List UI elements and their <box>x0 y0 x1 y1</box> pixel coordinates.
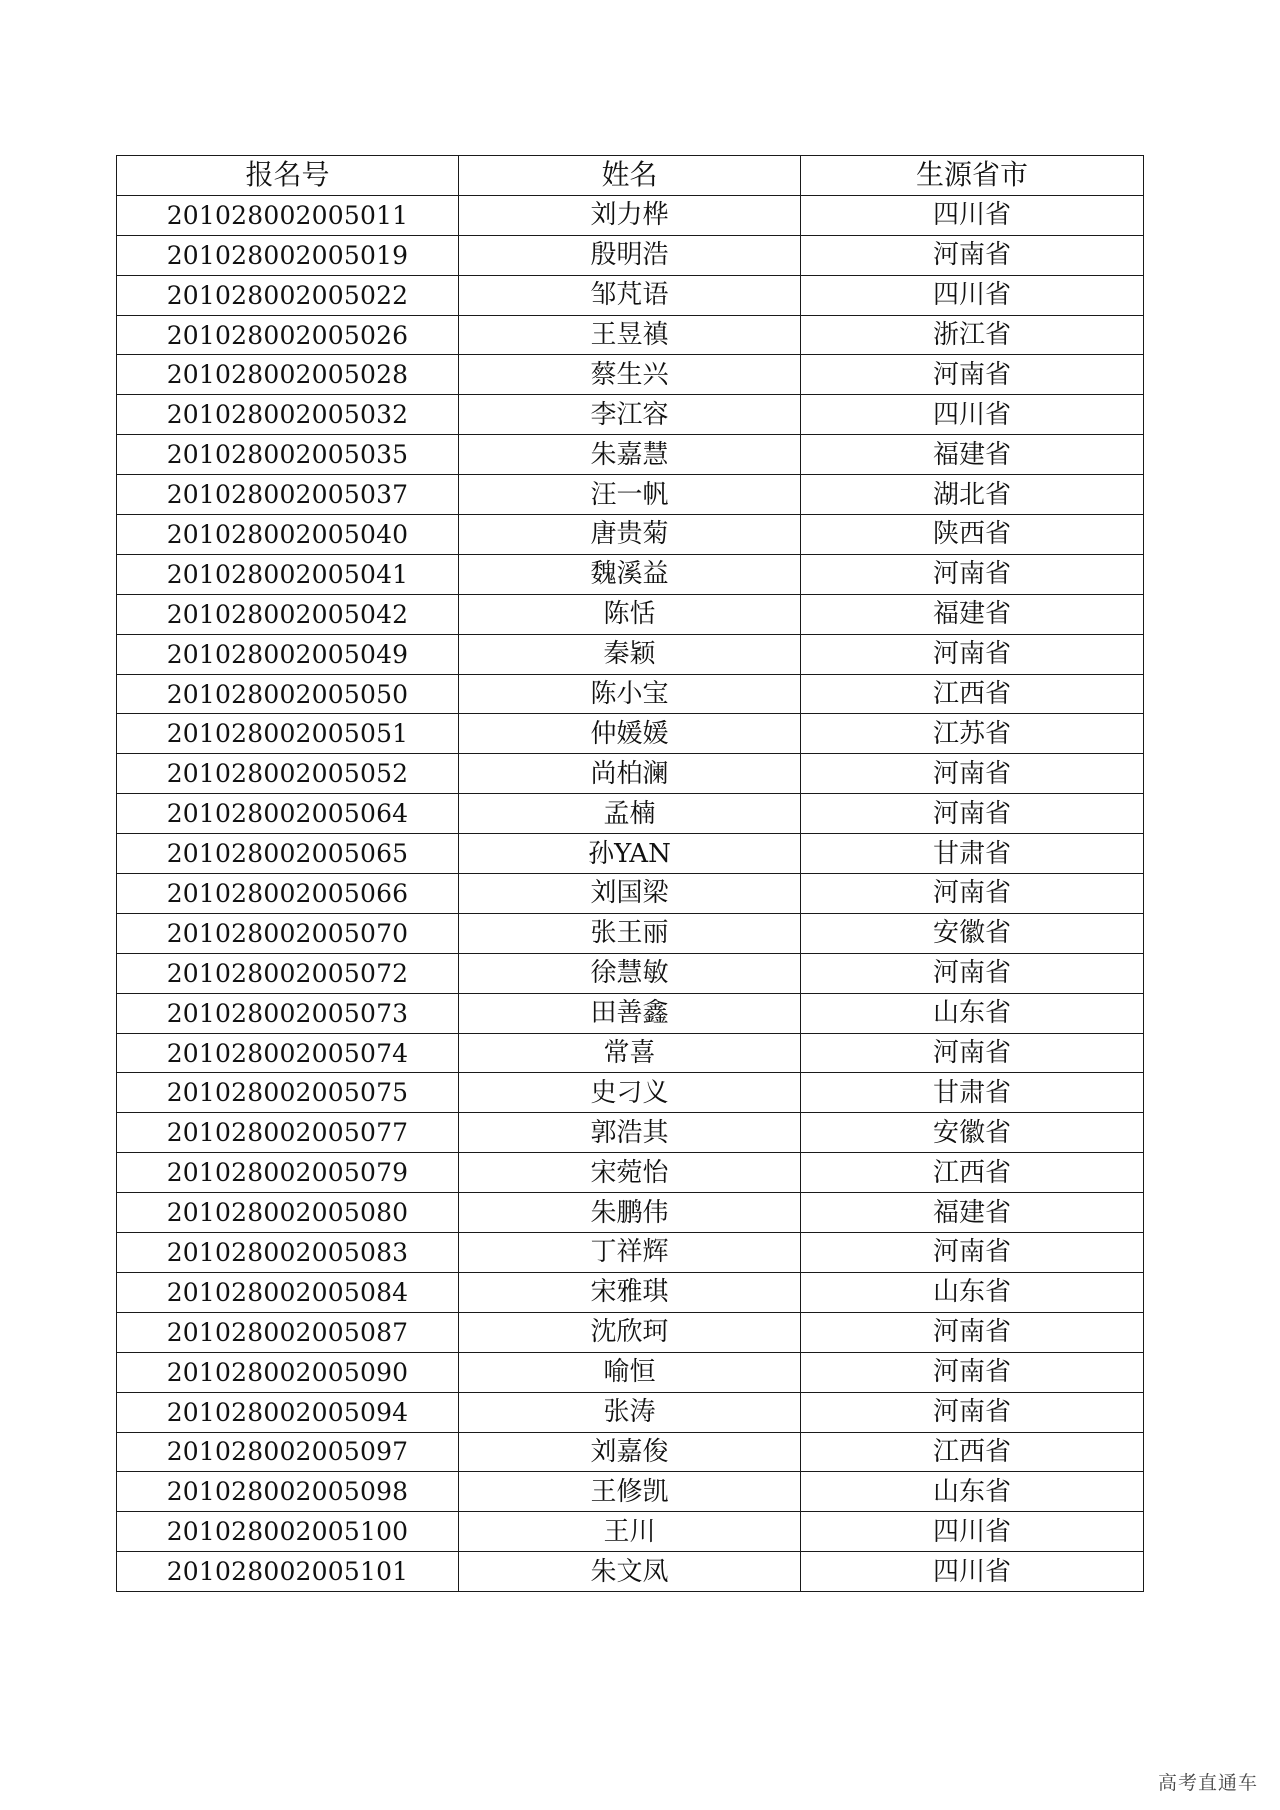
table-row <box>117 1512 1144 1552</box>
registration-number-cell: 201028002005040 <box>117 515 459 555</box>
registration-number-cell: 201028002005077 <box>117 1113 459 1153</box>
table-row <box>117 275 1144 315</box>
name-cell: 朱嘉慧 <box>459 435 801 475</box>
name-cell: 孟楠 <box>459 794 801 834</box>
table-row <box>117 235 1144 275</box>
table-row <box>117 1033 1144 1073</box>
province-cell: 河南省 <box>801 874 1144 914</box>
name-cell: 李江容 <box>459 395 801 435</box>
table-row <box>117 714 1144 754</box>
table-row <box>117 315 1144 355</box>
name-cell: 常喜 <box>459 1033 801 1073</box>
province-cell: 江西省 <box>801 1153 1144 1193</box>
name-cell: 王川 <box>459 1512 801 1552</box>
province-cell: 河南省 <box>801 953 1144 993</box>
registration-number-cell: 201028002005101 <box>117 1552 459 1592</box>
table-row <box>117 515 1144 555</box>
table-row <box>117 435 1144 475</box>
name-cell: 朱文凤 <box>459 1552 801 1592</box>
registration-number-cell: 201028002005051 <box>117 714 459 754</box>
registration-number-cell: 201028002005028 <box>117 355 459 395</box>
province-cell: 河南省 <box>801 634 1144 674</box>
name-cell: 宋雅琪 <box>459 1272 801 1312</box>
name-cell: 蔡生兴 <box>459 355 801 395</box>
registration-number-cell: 201028002005022 <box>117 275 459 315</box>
name-cell: 史刁义 <box>459 1073 801 1113</box>
name-cell: 孙YAN <box>459 834 801 874</box>
name-cell: 张王丽 <box>459 913 801 953</box>
table-row <box>117 794 1144 834</box>
name-cell: 陈恬 <box>459 594 801 634</box>
registration-number-cell: 201028002005070 <box>117 913 459 953</box>
table-row <box>117 993 1144 1033</box>
registration-number-cell: 201028002005065 <box>117 834 459 874</box>
table-row <box>117 913 1144 953</box>
table-row <box>117 953 1144 993</box>
table-row <box>117 1153 1144 1193</box>
header-province: 生源省市 <box>801 156 1144 196</box>
name-cell: 张涛 <box>459 1392 801 1432</box>
registration-number-cell: 201028002005083 <box>117 1233 459 1273</box>
table-row <box>117 1552 1144 1592</box>
registration-number-cell: 201028002005075 <box>117 1073 459 1113</box>
name-cell: 仲媛媛 <box>459 714 801 754</box>
table-row <box>117 674 1144 714</box>
table-row <box>117 834 1144 874</box>
registration-number-cell: 201028002005035 <box>117 435 459 475</box>
registration-number-cell: 201028002005019 <box>117 235 459 275</box>
province-cell: 四川省 <box>801 1512 1144 1552</box>
registration-number-cell: 201028002005052 <box>117 754 459 794</box>
registration-number-cell: 201028002005066 <box>117 874 459 914</box>
name-cell: 邹芃语 <box>459 275 801 315</box>
province-cell: 河南省 <box>801 554 1144 594</box>
province-cell: 江西省 <box>801 1432 1144 1472</box>
table-body <box>117 195 1144 1591</box>
name-cell: 唐贵菊 <box>459 515 801 555</box>
name-cell: 郭浩其 <box>459 1113 801 1153</box>
registration-number-cell: 201028002005072 <box>117 953 459 993</box>
registration-number-cell: 201028002005098 <box>117 1472 459 1512</box>
name-cell: 喻恒 <box>459 1352 801 1392</box>
registration-number-cell: 201028002005090 <box>117 1352 459 1392</box>
table-row <box>117 1312 1144 1352</box>
province-cell: 河南省 <box>801 754 1144 794</box>
province-cell: 山东省 <box>801 1272 1144 1312</box>
name-cell: 徐慧敏 <box>459 953 801 993</box>
province-cell: 江西省 <box>801 674 1144 714</box>
name-cell: 王昱禛 <box>459 315 801 355</box>
name-cell: 陈小宝 <box>459 674 801 714</box>
province-cell: 河南省 <box>801 1312 1144 1352</box>
watermark-text: 高考直通车 <box>1157 1772 1258 1794</box>
name-cell: 宋菀怡 <box>459 1153 801 1193</box>
name-cell: 汪一帆 <box>459 475 801 515</box>
registration-number-cell: 201028002005041 <box>117 554 459 594</box>
table-row <box>117 554 1144 594</box>
table-row <box>117 634 1144 674</box>
province-cell: 河南省 <box>801 235 1144 275</box>
table-row <box>117 475 1144 515</box>
table-row <box>117 1193 1144 1233</box>
name-cell: 王修凯 <box>459 1472 801 1512</box>
table-row <box>117 1472 1144 1512</box>
registration-number-cell: 201028002005042 <box>117 594 459 634</box>
province-cell: 浙江省 <box>801 315 1144 355</box>
registration-number-cell: 201028002005100 <box>117 1512 459 1552</box>
province-cell: 四川省 <box>801 1552 1144 1592</box>
province-cell: 河南省 <box>801 794 1144 834</box>
name-cell: 魏溪益 <box>459 554 801 594</box>
name-cell: 朱鹏伟 <box>459 1193 801 1233</box>
name-cell: 沈欣珂 <box>459 1312 801 1352</box>
province-cell: 江苏省 <box>801 714 1144 754</box>
name-cell: 秦颖 <box>459 634 801 674</box>
registration-number-cell: 201028002005087 <box>117 1312 459 1352</box>
province-cell: 河南省 <box>801 355 1144 395</box>
table-row <box>117 874 1144 914</box>
province-cell: 四川省 <box>801 275 1144 315</box>
table-row <box>117 395 1144 435</box>
name-cell: 刘嘉俊 <box>459 1432 801 1472</box>
name-cell: 丁祥辉 <box>459 1233 801 1273</box>
province-cell: 四川省 <box>801 395 1144 435</box>
header-row <box>117 156 1144 196</box>
province-cell: 安徽省 <box>801 1113 1144 1153</box>
province-cell: 河南省 <box>801 1033 1144 1073</box>
province-cell: 安徽省 <box>801 913 1144 953</box>
header-name: 姓名 <box>459 156 801 196</box>
roster-table <box>116 155 1144 1592</box>
province-cell: 四川省 <box>801 195 1144 235</box>
name-cell: 尚柏澜 <box>459 754 801 794</box>
table-row <box>117 1113 1144 1153</box>
registration-number-cell: 201028002005080 <box>117 1193 459 1233</box>
registration-number-cell: 201028002005073 <box>117 993 459 1033</box>
province-cell: 河南省 <box>801 1392 1144 1432</box>
province-cell: 河南省 <box>801 1233 1144 1273</box>
province-cell: 福建省 <box>801 594 1144 634</box>
registration-number-cell: 201028002005074 <box>117 1033 459 1073</box>
province-cell: 山东省 <box>801 993 1144 1033</box>
province-cell: 湖北省 <box>801 475 1144 515</box>
province-cell: 甘肃省 <box>801 1073 1144 1113</box>
table-row <box>117 754 1144 794</box>
name-cell: 刘力桦 <box>459 195 801 235</box>
name-cell: 殷明浩 <box>459 235 801 275</box>
table-row <box>117 594 1144 634</box>
table-row <box>117 1073 1144 1113</box>
province-cell: 福建省 <box>801 1193 1144 1233</box>
registration-number-cell: 201028002005094 <box>117 1392 459 1432</box>
table-row <box>117 1233 1144 1273</box>
registration-number-cell: 201028002005079 <box>117 1153 459 1193</box>
header-registration-number: 报名号 <box>117 156 459 196</box>
province-cell: 山东省 <box>801 1472 1144 1512</box>
registration-number-cell: 201028002005064 <box>117 794 459 834</box>
province-cell: 福建省 <box>801 435 1144 475</box>
table-row <box>117 1352 1144 1392</box>
name-cell: 田善鑫 <box>459 993 801 1033</box>
province-cell: 甘肃省 <box>801 834 1144 874</box>
registration-number-cell: 201028002005050 <box>117 674 459 714</box>
registration-number-cell: 201028002005032 <box>117 395 459 435</box>
province-cell: 河南省 <box>801 1352 1144 1392</box>
table-row <box>117 1392 1144 1432</box>
name-cell: 刘国梁 <box>459 874 801 914</box>
registration-number-cell: 201028002005026 <box>117 315 459 355</box>
registration-number-cell: 201028002005049 <box>117 634 459 674</box>
province-cell: 陕西省 <box>801 515 1144 555</box>
table-row <box>117 355 1144 395</box>
registration-number-cell: 201028002005097 <box>117 1432 459 1472</box>
registration-number-cell: 201028002005037 <box>117 475 459 515</box>
table-row <box>117 1272 1144 1312</box>
registration-number-cell: 201028002005084 <box>117 1272 459 1312</box>
table-row <box>117 1432 1144 1472</box>
registration-number-cell: 201028002005011 <box>117 195 459 235</box>
table-row <box>117 195 1144 235</box>
